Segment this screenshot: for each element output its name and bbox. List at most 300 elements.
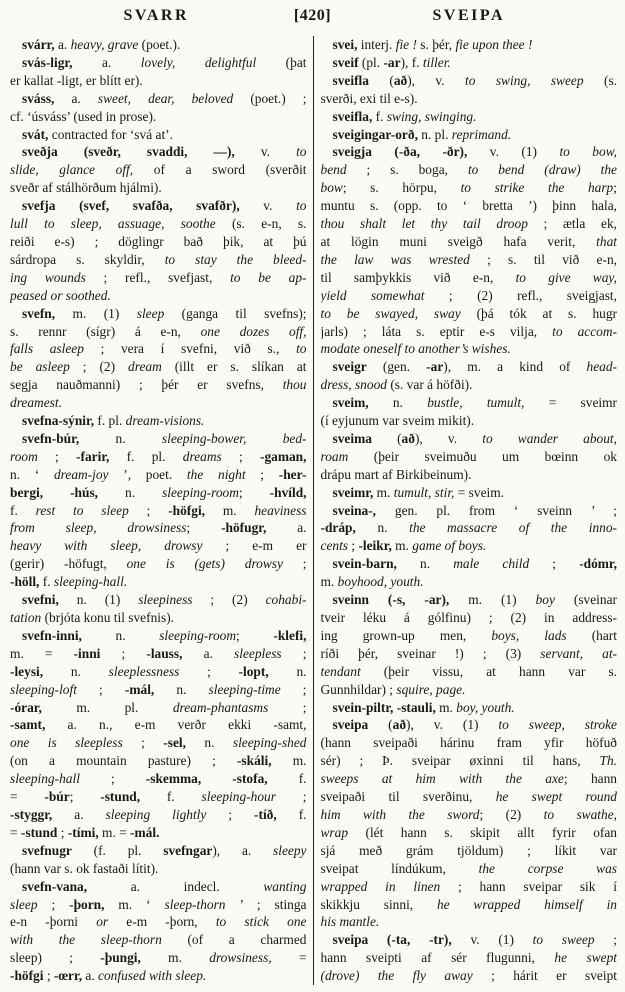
headword-text: sveigingar-orð, — [332, 126, 418, 142]
translation-text: thou — [282, 377, 307, 393]
dictionary-line — [321, 215, 618, 233]
dictionary-line — [10, 215, 307, 233]
definition-text: e-n -þorni — [10, 914, 97, 930]
translation-text: sweet, dear, beloved — [97, 90, 234, 106]
headword-text: sveina-, — [332, 502, 377, 518]
translation-text: (drove) the fly away — [320, 968, 473, 984]
dictionary-line — [10, 806, 307, 824]
text-columns — [0, 29, 625, 985]
definition-text: ; — [76, 681, 125, 697]
headword-text: -gaman, — [259, 448, 307, 464]
definition-text: ’, poet. — [108, 466, 187, 482]
translation-text: him with the sword — [320, 806, 480, 822]
headword-text: sveigr — [332, 359, 367, 375]
translation-text: to accom- — [552, 323, 617, 339]
dictionary-line — [321, 591, 618, 609]
definition-text: sjá með grám tjöldum) ; líkit var — [320, 842, 617, 858]
headword-text: sveima — [332, 430, 372, 446]
definition-text: ; s. hörpu, — [342, 180, 461, 196]
definition-text: ; — [245, 466, 279, 482]
headword-text: -skemma, -stofa, — [145, 771, 268, 787]
definition-text: muntu s. (opp. to ‘ bretta ’) þinn hala, — [320, 198, 617, 214]
dictionary-line — [10, 627, 307, 645]
dictionary-line — [10, 126, 307, 144]
definition-text: skikkju sinni, — [320, 896, 437, 912]
dictionary-line — [10, 358, 307, 376]
definition-text: ; — [43, 968, 54, 984]
headword-text: -œrr, — [53, 968, 83, 984]
definition-text: ; — [79, 771, 146, 787]
definition-text: ; (2) — [69, 359, 129, 375]
definition-text: ; — [186, 520, 222, 536]
dictionary-line — [10, 537, 307, 555]
dictionary-line — [10, 394, 307, 412]
definition-text: ), v. (1) — [406, 717, 499, 733]
translation-text: sleep-thorn — [164, 896, 226, 912]
headword-text: -þorn, — [69, 896, 105, 912]
headword-text: sváss, — [22, 90, 55, 106]
dictionary-line — [10, 716, 307, 734]
dictionary-line — [10, 448, 307, 466]
dictionary-line — [10, 931, 307, 949]
definition-text: m. pl. — [41, 699, 173, 715]
definition-text: (gerir) -höfugt, — [10, 556, 127, 572]
definition-text: ; — [529, 556, 580, 572]
translation-text: to — [296, 341, 307, 357]
dictionary-line — [10, 734, 307, 752]
dictionary-line — [321, 126, 618, 144]
column-divider-rule — [313, 36, 314, 985]
definition-text: (hann var s. ok fastaði lítit). — [10, 860, 159, 876]
headword-text: svein-barn, — [332, 556, 397, 572]
translation-text: sleep — [10, 896, 38, 912]
dictionary-line — [10, 161, 307, 179]
translation-text: Th. — [599, 753, 617, 769]
dictionary-line — [321, 90, 618, 108]
dictionary-line — [321, 681, 618, 699]
headword-text: svás-ligr, — [22, 54, 73, 70]
definition-text: ; s. til við e-n, — [469, 251, 617, 267]
headword-text: svefni, — [22, 592, 59, 608]
headword-text: svein-piltr, -stauli, — [332, 699, 436, 715]
definition-text: n. — [355, 520, 410, 536]
definition-text: ; hárit er sveipt — [472, 968, 617, 984]
translation-text: tation — [10, 610, 42, 625]
dictionary-line — [10, 878, 307, 896]
dictionary-line — [10, 699, 307, 717]
definition-text: ( — [368, 72, 394, 88]
headword-text: -þungi, — [100, 950, 141, 966]
dictionary-line — [10, 376, 307, 394]
dictionary-line — [10, 412, 307, 430]
translation-text: dream-phantasms — [172, 699, 269, 715]
dictionary-line — [321, 860, 618, 878]
definition-text: ; — [275, 789, 307, 805]
dictionary-line — [321, 752, 618, 770]
definition-text: e-m -þorn, — [108, 914, 216, 930]
definition-text: ), a. — [212, 842, 274, 858]
translation-text: to sweep — [532, 932, 595, 948]
definition-text: ; — [57, 824, 68, 840]
definition-text: m. = — [10, 645, 74, 661]
translation-text: modate oneself to another’s wishes. — [320, 341, 511, 357]
definition-text: n. pl. — [417, 126, 452, 142]
translation-text: sleepy — [273, 842, 307, 858]
definition-text: ing grown-up men, — [320, 627, 492, 643]
definition-text: (þá tók at s. hugr — [460, 305, 617, 321]
definition-text: n. — [79, 430, 162, 446]
translation-text: male child — [453, 556, 530, 572]
translation-text: sleeping-hall — [10, 771, 80, 787]
dictionary-line — [321, 340, 618, 358]
definition-text: ), f. — [400, 54, 423, 70]
dictionary-line — [10, 896, 307, 914]
headword-text: -skáli, — [236, 753, 272, 769]
definition-text: (þeir vissu, at hann var s. — [360, 663, 617, 679]
definition-text: a. n., e-m verðr ekki -samt, — [45, 717, 307, 733]
translation-text: tumult, stir, — [393, 484, 455, 500]
dictionary-line — [321, 519, 618, 537]
definition-text: m. — [271, 753, 307, 769]
headword-text: -styggr, — [10, 806, 53, 822]
definition-text: m. ‘ — [104, 896, 165, 912]
translation-text: wanting — [263, 878, 307, 894]
definition-text: (illt er s. slíkan at — [161, 359, 307, 375]
definition-text: a. — [266, 520, 307, 536]
guide-word-right: SVEIPA — [432, 7, 505, 24]
dictionary-line — [10, 484, 307, 502]
definition-text: (ganga til svefns); — [164, 305, 307, 321]
definition-text: ’ ; stinga — [225, 896, 307, 912]
translation-text: heavy, grave — [70, 37, 139, 52]
definition-text: interj. — [357, 37, 396, 52]
headword-text: sveim, — [332, 395, 369, 411]
definition-text: v. — [239, 198, 297, 214]
definition-text: til samþykkis við e-n, — [320, 269, 516, 285]
definition-text: sveipaði til sverðinu, — [320, 789, 496, 805]
definition-text: f. — [39, 574, 54, 590]
translation-text: his mantle. — [320, 914, 380, 930]
translation-text: yield somewhat — [320, 287, 425, 303]
translation-text: thou shalt let thy tail droop — [320, 216, 528, 232]
headword-text: -farir, — [76, 448, 110, 464]
definition-text: ; — [613, 180, 617, 196]
definition-text: v. — [234, 144, 297, 160]
dictionary-line — [10, 179, 307, 197]
translation-text: boy — [535, 592, 555, 608]
definition-text: (hann sveipaði hárinu fram yfir höfuð — [320, 735, 617, 751]
definition-text: sárdropa s. skyldir, — [10, 251, 165, 267]
definition-text: Gunnhildar) ; — [320, 681, 397, 697]
headword-text: sveinn (-s, -ar), — [332, 592, 450, 608]
dictionary-line — [10, 143, 307, 161]
definition-text: n. — [396, 556, 454, 572]
dictionary-line — [321, 878, 618, 896]
dictionary-line — [10, 519, 307, 537]
definition-text: ; refl., svefjast, — [85, 269, 231, 285]
translation-text: to sweep, stroke — [498, 717, 617, 733]
dictionary-line — [321, 287, 618, 305]
definition-text: m. — [140, 950, 210, 966]
translation-text: tiller. — [422, 54, 451, 70]
translation-text: dress, snood — [320, 377, 387, 393]
translation-text: the massacre of the inno- — [409, 520, 617, 536]
headword-text: -mál, — [124, 681, 155, 697]
translation-text: game of boys. — [412, 538, 487, 554]
definition-text: n. — [185, 735, 233, 751]
dictionary-line — [10, 323, 307, 341]
translation-text: to be swayed, sway — [320, 305, 461, 321]
definition-text: sér) ; Þ. sveipar øxinni til hans, — [320, 753, 600, 769]
dictionary-line — [321, 251, 618, 269]
translation-text: sleep — [136, 305, 165, 321]
definition-text: v. (1) — [451, 932, 533, 948]
headword-text: sveifla, — [332, 108, 373, 124]
translation-text: dream-joy — [53, 466, 109, 482]
left-column — [10, 36, 307, 985]
definition-text: n. — [368, 395, 428, 411]
dictionary-line — [10, 430, 307, 448]
dictionary-line — [321, 54, 618, 72]
translation-text: bow — [320, 180, 343, 196]
definition-text: (brjóta konu til svefnis). — [41, 610, 175, 625]
translation-text: the corpse was — [478, 860, 617, 876]
dictionary-line — [321, 358, 618, 376]
dictionary-line — [10, 340, 307, 358]
dictionary-line — [10, 72, 307, 90]
translation-text: room — [10, 448, 38, 464]
definition-text: (gen. — [366, 359, 427, 375]
headword-text: -tíð, — [254, 806, 277, 822]
dictionary-line — [321, 466, 618, 484]
translation-text: squire, page. — [396, 681, 466, 697]
translation-text: sleeplessness — [108, 663, 180, 679]
translation-text: heavy with sleep, drowsy — [10, 538, 203, 554]
dictionary-line — [10, 663, 307, 681]
headword-text: sveifla — [332, 72, 369, 88]
dictionary-line — [321, 412, 618, 430]
definition-text: ; — [268, 699, 307, 715]
definition-text: ; — [100, 645, 147, 661]
dictionary-line — [10, 466, 307, 484]
headword-text: svárr, — [22, 37, 55, 52]
translation-text: sweeps at him with the axe — [320, 771, 564, 787]
translation-text: falls asleep — [10, 341, 84, 357]
translation-text: to swathe, — [543, 806, 617, 822]
dictionary-line — [321, 305, 618, 323]
dictionary-line — [10, 913, 307, 931]
definition-text: ; (2) — [479, 806, 544, 822]
definition-text: n. — [154, 681, 209, 697]
translation-text: to give way, — [515, 269, 617, 285]
definition-text: (s. — [583, 72, 617, 88]
translation-text: to strike the harp — [460, 180, 614, 196]
dictionary-line — [321, 949, 618, 967]
dictionary-line — [10, 90, 307, 108]
definition-text: ; e-m er — [202, 538, 307, 554]
definition-text: a. — [54, 37, 71, 52]
translation-text: sleeping-time — [208, 681, 281, 697]
headword-text: -ar — [426, 359, 444, 375]
translation-text: to stick one — [215, 914, 307, 930]
headword-text: -órar, — [10, 699, 42, 715]
dictionary-line — [321, 36, 618, 54]
headword-text: að — [392, 717, 407, 733]
definition-text: ; — [37, 896, 70, 912]
dictionary-line — [10, 752, 307, 770]
headword-text: -leysi, — [10, 663, 44, 679]
definition-text: (s. var á höfði). — [386, 377, 473, 393]
definition-text: n. ‘ — [10, 466, 54, 482]
headword-text: -höll, — [10, 574, 40, 590]
definition-text: jarls) ; láta s. eptir e-s vilja, — [320, 323, 553, 339]
headword-text: sveipa (-ta, -tr), — [332, 932, 452, 948]
dictionary-line — [321, 179, 618, 197]
translation-text: to bend (draw) the — [467, 162, 617, 178]
dictionary-line — [10, 197, 307, 215]
translation-text: boy, youth. — [456, 699, 515, 715]
dictionary-line — [321, 108, 618, 126]
definition-text: = sveim. — [454, 484, 505, 500]
definition-text: ; vera í svefni, við s., — [83, 341, 297, 357]
definition-text: ; hann — [563, 771, 617, 787]
translation-text: cohabi- — [265, 592, 307, 608]
definition-text: m. — [391, 538, 413, 554]
dictionary-line — [321, 913, 618, 931]
headword-text: -lopt, — [238, 663, 269, 679]
definition-text: (hart — [566, 627, 617, 643]
dictionary-line — [321, 161, 618, 179]
translation-text: one is sleepless — [10, 735, 123, 751]
definition-text: f. — [10, 502, 36, 518]
definition-text: = — [10, 789, 45, 805]
dictionary-line — [10, 305, 307, 323]
definition-text: a. — [54, 90, 98, 106]
definition-text: ; ætla ek, — [527, 216, 617, 232]
definition-text: s. þér, — [416, 37, 456, 52]
definition-text: ), v. — [414, 430, 483, 446]
definition-text: = — [271, 950, 307, 966]
dictionary-line — [321, 699, 618, 717]
translation-text: roam — [320, 448, 349, 464]
translation-text: sleeping-hour — [201, 789, 276, 805]
translation-text: to — [296, 198, 307, 214]
translation-text: peased or soothed. — [10, 287, 111, 303]
dictionary-line — [10, 233, 307, 251]
definition-text: cf. ‘úsváss’ (used in prose). — [10, 108, 157, 124]
definition-text: ; — [179, 663, 239, 679]
definition-text: tveir léku á gólfinu) ; (2) in address- — [320, 610, 617, 625]
dictionary-line — [10, 860, 307, 878]
headword-text: -dómr, — [579, 556, 617, 572]
translation-text: sleepiness — [138, 592, 193, 608]
definition-text: m. — [205, 502, 255, 518]
dictionary-line — [10, 967, 307, 985]
headword-text: svefn, — [22, 305, 56, 321]
definition-text: ( — [368, 717, 393, 733]
translation-text: he swept — [554, 950, 617, 966]
definition-text: (poet.) ; — [233, 90, 307, 106]
translation-text: heaviness — [254, 502, 307, 518]
dictionary-line — [321, 716, 618, 734]
dictionary-line — [10, 573, 307, 591]
translation-text: one dozes off, — [200, 323, 307, 339]
definition-text: n. — [43, 663, 109, 679]
definition-text: m. — [373, 484, 394, 500]
translation-text: to — [296, 144, 307, 160]
dictionary-line — [321, 663, 618, 681]
headword-text: að — [401, 430, 415, 446]
headword-text: svefn-inni, — [22, 627, 82, 643]
headword-text: -dráp, — [320, 520, 356, 536]
dictionary-line — [321, 573, 618, 591]
definition-text: (þeir sveimuðu um bœinn ok — [348, 448, 617, 464]
translation-text: bustle, tumult, — [427, 395, 525, 411]
definition-text: a. — [82, 968, 99, 984]
definition-text: v. (1) — [467, 144, 560, 160]
translation-text: drowsiness, — [209, 950, 272, 966]
translation-text: that — [596, 233, 617, 249]
headword-text: svefnugr — [22, 842, 72, 858]
definition-text: = sveimr — [524, 395, 617, 411]
translation-text: dreams — [182, 448, 222, 464]
dictionary-line — [321, 430, 618, 448]
translation-text: fie ! — [395, 37, 417, 52]
translation-text: the law was wrested — [320, 251, 470, 267]
definition-text: ; — [281, 645, 307, 661]
definition-text: ; — [594, 932, 617, 948]
definition-text: (poet.). — [138, 37, 181, 52]
translation-text: dream-visions. — [125, 413, 205, 429]
definition-text: hann sveipti af sér flugunni, — [320, 950, 555, 966]
definition-text: at lögin muni sveigð hafa verit, — [320, 233, 597, 249]
translation-text: cents — [320, 538, 349, 554]
definition-text: a. indecl. — [87, 878, 264, 894]
translation-text: sleeping lightly — [105, 806, 207, 822]
translation-text: to swing, sweep — [465, 72, 584, 88]
definition-text: f. pl. — [109, 448, 183, 464]
translation-text: bend — [320, 162, 347, 178]
translation-text: boys, lads — [491, 627, 567, 643]
headword-text: -höfugr, — [221, 520, 267, 536]
translation-text: swing, swinging. — [386, 108, 477, 124]
dictionary-line — [321, 896, 618, 914]
definition-text: ), m. a kind of — [443, 359, 587, 375]
definition-text: contracted for ‘svá at’. — [48, 126, 173, 142]
dictionary-line — [321, 609, 618, 627]
definition-text: (pl. — [358, 54, 384, 70]
dictionary-line — [321, 967, 618, 985]
dictionary-line — [321, 645, 618, 663]
dictionary-line — [321, 931, 618, 949]
headword-text: sveimr, — [332, 484, 374, 500]
translation-text: sleeping-bower, bed- — [161, 430, 307, 446]
dictionary-line — [321, 394, 618, 412]
translation-text: sleeping-room — [162, 484, 239, 500]
headword-text: svefngar — [163, 842, 213, 858]
dictionary-line — [321, 233, 618, 251]
dictionary-line — [321, 555, 618, 573]
headword-text: -her- — [278, 466, 307, 482]
headword-text: svefja (svef, svafða, svafðr), — [22, 198, 240, 214]
dictionary-line — [321, 269, 618, 287]
definition-text: ; — [206, 806, 255, 822]
page-number: [420] — [293, 7, 332, 24]
definition-text: of a sword (sverðit — [133, 162, 307, 178]
dictionary-line — [10, 824, 307, 842]
dictionary-line — [10, 949, 307, 967]
translation-text: with the sleep-thorn — [10, 932, 162, 948]
